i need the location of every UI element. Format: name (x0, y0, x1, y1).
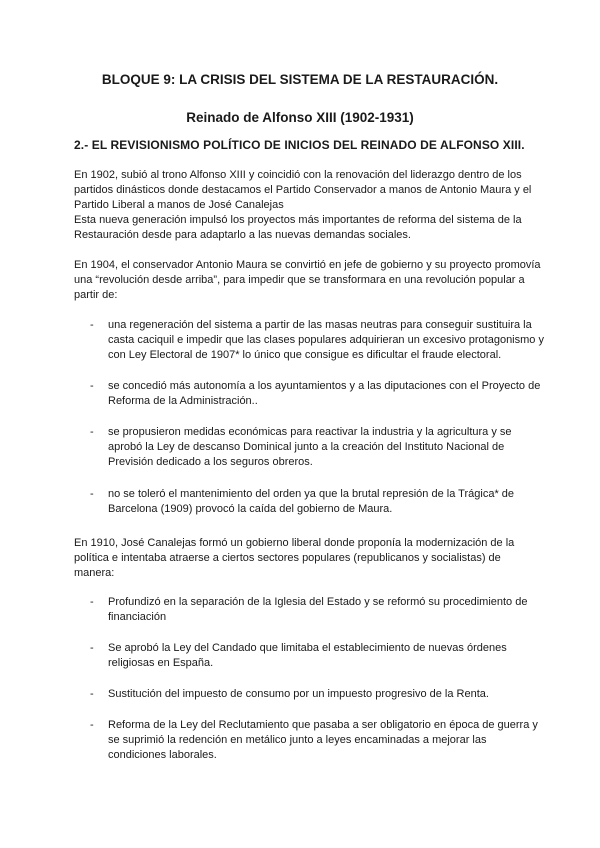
paragraph-1904: En 1904, el conservador Antonio Maura se convirtió en jefe de gobierno y su proyecto promovía una “revolución desde arriba”, para impedir que se transformara en una revolución popular a partir de: (74, 259, 541, 301)
paragraph-1902-text: En 1902, subió al trono Alfonso XIII y coincidió con la renovación del liderazgo dentro de los partidos dinásticos donde destacamos el Partido Conservador a manos de Antonio Maura y el Partido Liberal a manos de José Canalejas (74, 169, 532, 211)
paragraph-1902 (74, 168, 544, 243)
list-item (74, 425, 544, 470)
list-item (74, 687, 544, 702)
section-heading: 2.- EL REVISIONISMO POLÍTICO DE INICIOS DEL REINADO DE ALFONSO XIII. (74, 138, 525, 152)
list-item-text: no se toleró el mantenimiento del orden ya que la brutal represión de la Trágica* de Barcelona (1909) provocó la caída del gobierno de Maura. (108, 488, 515, 515)
list-item (74, 487, 544, 517)
canalejas-reform-list (74, 595, 544, 763)
bullet-dash: - (90, 642, 94, 654)
bullet-dash: - (90, 688, 94, 700)
list-item (74, 595, 544, 625)
bullet-dash: - (90, 426, 94, 438)
bullet-dash: - (90, 719, 94, 731)
paragraph-nueva-generacion: Esta nueva generación impulsó los proyectos más importantes de reforma del sistema de la Restauración desde para adaptarlo a las nuevas demandas sociales. (74, 214, 522, 241)
document-title: BLOQUE 9: LA CRISIS DEL SISTEMA DE LA RESTAURACIÓN. (101, 72, 499, 87)
bullet-dash: - (90, 380, 94, 392)
document-subtitle: Reinado de Alfonso XIII (1902-1931) (186, 110, 414, 125)
list-item-text: se propusieron medidas económicas para reactivar la industria y la agricultura y se aprobó la Ley de descanso Dominical junto a la creación del Instituto Nacional de Previsión dedicado a los seguros obreros. (108, 426, 512, 468)
list-item (74, 641, 544, 671)
list-item-text: Profundizó en la separación de la Iglesia del Estado y se reformó su procedimiento de financiación (108, 596, 528, 623)
list-item-text: Reforma de la Ley del Reclutamiento que pasaba a ser obligatorio en época de guerra y se suprimió la redención en metálico junto a leyes encaminadas a mejorar las condiciones laborales. (108, 719, 538, 761)
list-item (74, 379, 544, 409)
list-item (74, 718, 544, 763)
list-item-text: Sustitución del impuesto de consumo por un impuesto progresivo de la Renta. (108, 688, 489, 700)
paragraph-1910: En 1910, José Canalejas formó un gobierno liberal donde proponía la modernización de la política e intentaba atraerse a ciertos sectores populares (republicanos y socialistas) de manera: (74, 537, 515, 579)
list-item-text: una regeneración del sistema a partir de las masas neutras para conseguir sustituira la casta caciquil e impedir que las clases populares adquirieran un excesivo protagonismo y con Ley Electoral de 1907* lo único que consigue es dificultar el fraude electoral. (108, 319, 544, 361)
maura-reform-list (74, 318, 544, 517)
list-item-text: se concedió más autonomía a los ayuntamientos y a las diputaciones con el Proyecto de Reforma de la Administración.. (108, 380, 541, 407)
list-item-text: Se aprobó la Ley del Candado que limitaba el establecimiento de nuevas órdenes religiosas en España. (108, 642, 507, 669)
bullet-dash: - (90, 319, 94, 331)
bullet-dash: - (90, 596, 94, 608)
bullet-dash: - (90, 488, 94, 500)
list-item (74, 318, 544, 363)
